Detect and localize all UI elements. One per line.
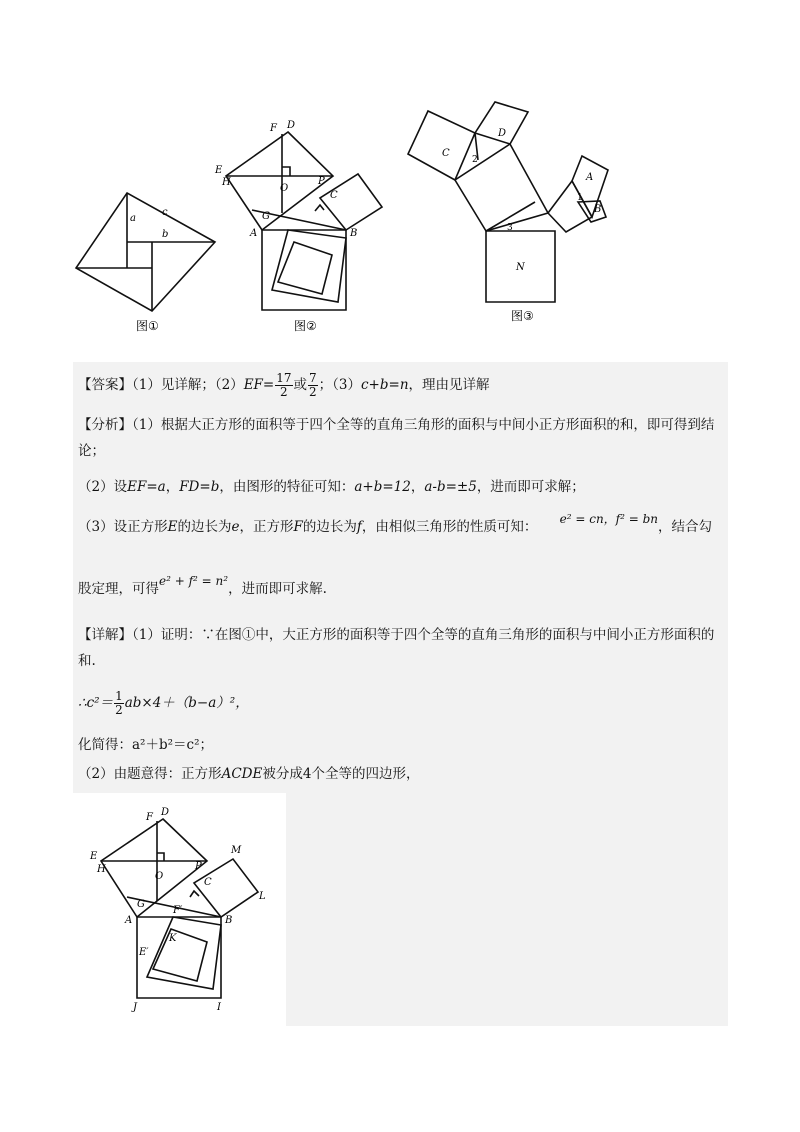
label-a: a: [130, 213, 136, 224]
detail-fraction: $\frac{1}{2}$: [115, 689, 123, 717]
analysis-equation-1: e² = cn，f² = bn: [559, 512, 659, 526]
analysis-l3E: E: [167, 519, 178, 535]
label-B: B: [225, 915, 233, 926]
answer-part3: ；（3）: [318, 377, 361, 393]
analysis-l3e: e: [231, 519, 240, 535]
answer-part1: （1）见详解；（2）: [132, 377, 244, 393]
analysis-l3F: F: [293, 519, 303, 535]
label-D: D: [498, 128, 507, 139]
label-2: 2: [472, 155, 478, 165]
figure-4: [73, 795, 286, 1025]
label-3: 3: [507, 223, 513, 233]
detail-l4a: （2）由题意得：正方形: [78, 766, 222, 782]
label-E: E: [90, 851, 98, 862]
label-F: F: [146, 812, 153, 823]
detail-text-3: 化简得：a²＋b²＝c²；: [78, 737, 213, 753]
analysis-l3c: ，正方形: [239, 519, 294, 535]
label-B: B: [350, 228, 358, 239]
detail-line-1: [78, 622, 718, 674]
analysis-l2d: FD=b: [179, 479, 220, 495]
figure-1-caption: 图①: [136, 319, 159, 333]
label-G: G: [137, 899, 145, 910]
label-O: O: [280, 183, 289, 194]
analysis-text-1: （1）根据大正方形的面积等于四个全等的直角三角形的面积与中间小正方形面积的和，即可得到结论；: [78, 417, 715, 459]
answer-head: 【答案】: [78, 377, 132, 393]
label-D: D: [161, 807, 170, 818]
answer-or: 或: [293, 377, 308, 393]
label-C: C: [330, 190, 338, 201]
answer-fraction-2: $\frac{7}{2}$: [309, 371, 317, 399]
label-c: c: [162, 207, 168, 218]
label-B: B: [594, 204, 602, 215]
label-E: E: [215, 165, 223, 176]
detail-l2b: ab×4＋（b−a）²，: [124, 695, 249, 711]
analysis-l2i: ，进而即可求解；: [476, 479, 585, 495]
analysis-l3g: ，由相似三角形的性质可知：: [361, 519, 538, 535]
analysis-l2a: （2）设: [78, 479, 128, 495]
label-P: P: [195, 861, 202, 872]
detail-line-3: [78, 736, 213, 754]
label-b: b: [162, 229, 169, 240]
label-A: A: [586, 172, 594, 183]
figure-2: [210, 112, 400, 337]
detail-l4c: 被分成: [262, 766, 303, 782]
answer-part3-expr: c+b=n: [361, 377, 409, 393]
label-C: C: [204, 877, 212, 888]
answer-line: [78, 372, 490, 399]
analysis-l3b: 的边长为: [177, 519, 232, 535]
label-I: I: [217, 1002, 221, 1013]
detail-l4e: 个全等的四边形，: [311, 766, 420, 782]
figure-3-caption: 图③: [511, 309, 534, 323]
analysis-l2g: ，: [410, 479, 425, 495]
analysis-line-4: [78, 574, 327, 598]
label-1: 1: [577, 193, 583, 203]
analysis-line-3: [78, 512, 713, 536]
analysis-head: 【分析】: [78, 417, 132, 433]
answer-part3-tail: ，理由见详解: [408, 377, 490, 393]
analysis-l3d: 的边长为: [302, 519, 357, 535]
figure-1: [70, 185, 220, 335]
detail-line-4: [78, 765, 419, 783]
analysis-l2h: a-b=±5: [424, 479, 477, 495]
analysis-line-2: [78, 478, 585, 496]
analysis-l3a: （3）设正方形: [78, 519, 168, 535]
label-H: H: [222, 177, 231, 188]
analysis-l4a: 股定理，可得: [78, 581, 159, 597]
analysis-l2c: ，: [165, 479, 180, 495]
answer-fraction-1: $\frac{17}{2}$: [276, 371, 292, 399]
analysis-l2e: ，由图形的特征可知：: [219, 479, 355, 495]
detail-line-2: [78, 690, 249, 717]
detail-head: 【详解】: [78, 627, 132, 643]
analysis-l3h: ，结合勾: [658, 519, 713, 535]
detail-text-1: （1）证明：∵在图①中，大正方形的面积等于四个全等的直角三角形的面积与中间小正方形面积的和.: [78, 627, 715, 669]
label-L: L: [259, 891, 266, 902]
label-A: A: [125, 915, 133, 926]
label-D: D: [287, 120, 296, 131]
label-J: J: [133, 1002, 138, 1013]
answer-eq: =: [262, 377, 275, 393]
detail-l4b: ACDE: [221, 766, 263, 782]
figure-3: [400, 98, 620, 328]
analysis-l4b: ，进而即可求解.: [228, 581, 327, 597]
analysis-line-1: [78, 412, 718, 464]
detail-l4d: 4: [302, 766, 312, 782]
analysis-l2f: a+b=12: [354, 479, 411, 495]
detail-l2a: ∴c²＝: [78, 695, 114, 711]
label-M: M: [231, 845, 242, 856]
label-E-prime: E′: [139, 947, 149, 958]
analysis-equation-2: e² + f² = n²: [159, 574, 229, 588]
label-N: N: [516, 262, 525, 273]
label-F: F: [270, 123, 277, 134]
label-A: A: [250, 228, 258, 239]
label-G: G: [262, 211, 270, 222]
label-C: C: [442, 148, 450, 159]
label-H: H: [97, 864, 106, 875]
label-K: K: [169, 933, 177, 944]
answer-ef: EF: [243, 377, 263, 393]
figure-2-caption: 图②: [294, 319, 317, 333]
label-P: P: [318, 176, 325, 187]
label-O: O: [155, 871, 164, 882]
analysis-l2b: EF=a: [127, 479, 166, 495]
analysis-l3f: f: [356, 519, 362, 535]
label-F-prime: F′: [173, 905, 183, 916]
